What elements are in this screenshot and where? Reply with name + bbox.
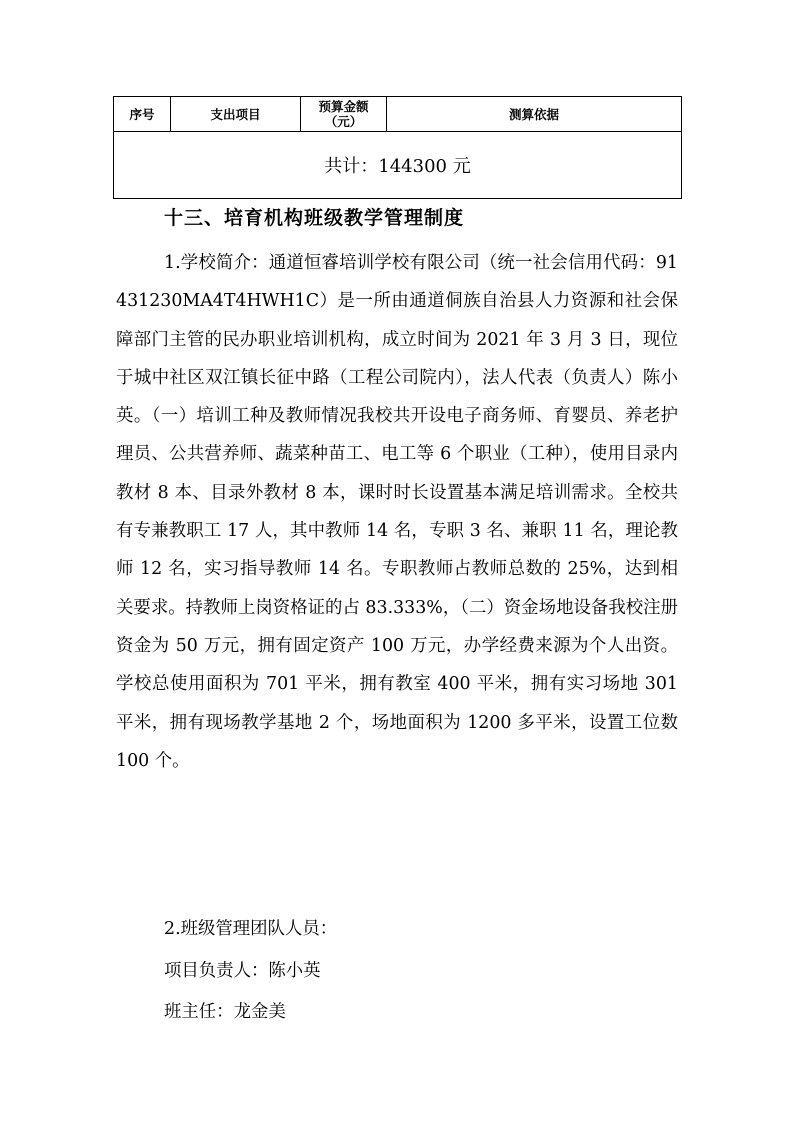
header-budget-amount: 预算金额 （元） (301, 97, 387, 132)
class-management-team-heading: 2.班级管理团队人员： (164, 919, 338, 939)
section-heading: 十三、培育机构班级教学管理制度 (164, 207, 465, 229)
project-lead-line: 项目负责人：陈小英 (164, 961, 321, 981)
school-intro-paragraph: 1.学校简介：通道恒睿培训学校有限公司（统一社会信用代码：91431230MA4T4HWH1C）是一所由通道侗族自治县人力资源和社会保障部门主管的民办职业培训机构，成立时间为 2021 年 3 月 3 日，现位于城中社区双江镇长征中路（工程公司院内），法人代表（负责人）陈小英。（一）培训工种及教师情况我校共开设电子商务师、育婴员、养老护理员、公共营养师、蔬菜种苗工、电工等 6 个职业（工种），使用目录内教材 8 本、目录外教材 8 本，课时时长设置基本满足培训需求。全校共有专兼教职工 17 人，其中教师 14 名，专职 3 名、兼职 11 名，理论教师 12 名，实习指导教师 14 名。专职教师占教师总数的 25%，达到相关要求。持教师上岗资格证的占 83.333%，（二）资金场地设备我校注册资金为 50 万元，拥有固定资产 100 万元，办学经费来源为个人出资。学校总使用面积为 701 平米，拥有教室 400 平米，拥有实习场地 301 平米，拥有现场教学基地 2 个，场地面积为 1200 多平米，设置工位数 100 个。 (116, 253, 678, 771)
header-calculation-basis: 测算依据 (387, 97, 682, 132)
class-teacher-line: 班主任：龙金美 (164, 1002, 286, 1022)
header-expense-item: 支出项目 (171, 97, 301, 132)
table-total-row (114, 132, 682, 199)
total-amount: 共计：144300 元 (114, 132, 682, 199)
header-serial-number: 序号 (114, 97, 171, 132)
budget-table (113, 96, 682, 199)
table-header-row (114, 97, 682, 132)
